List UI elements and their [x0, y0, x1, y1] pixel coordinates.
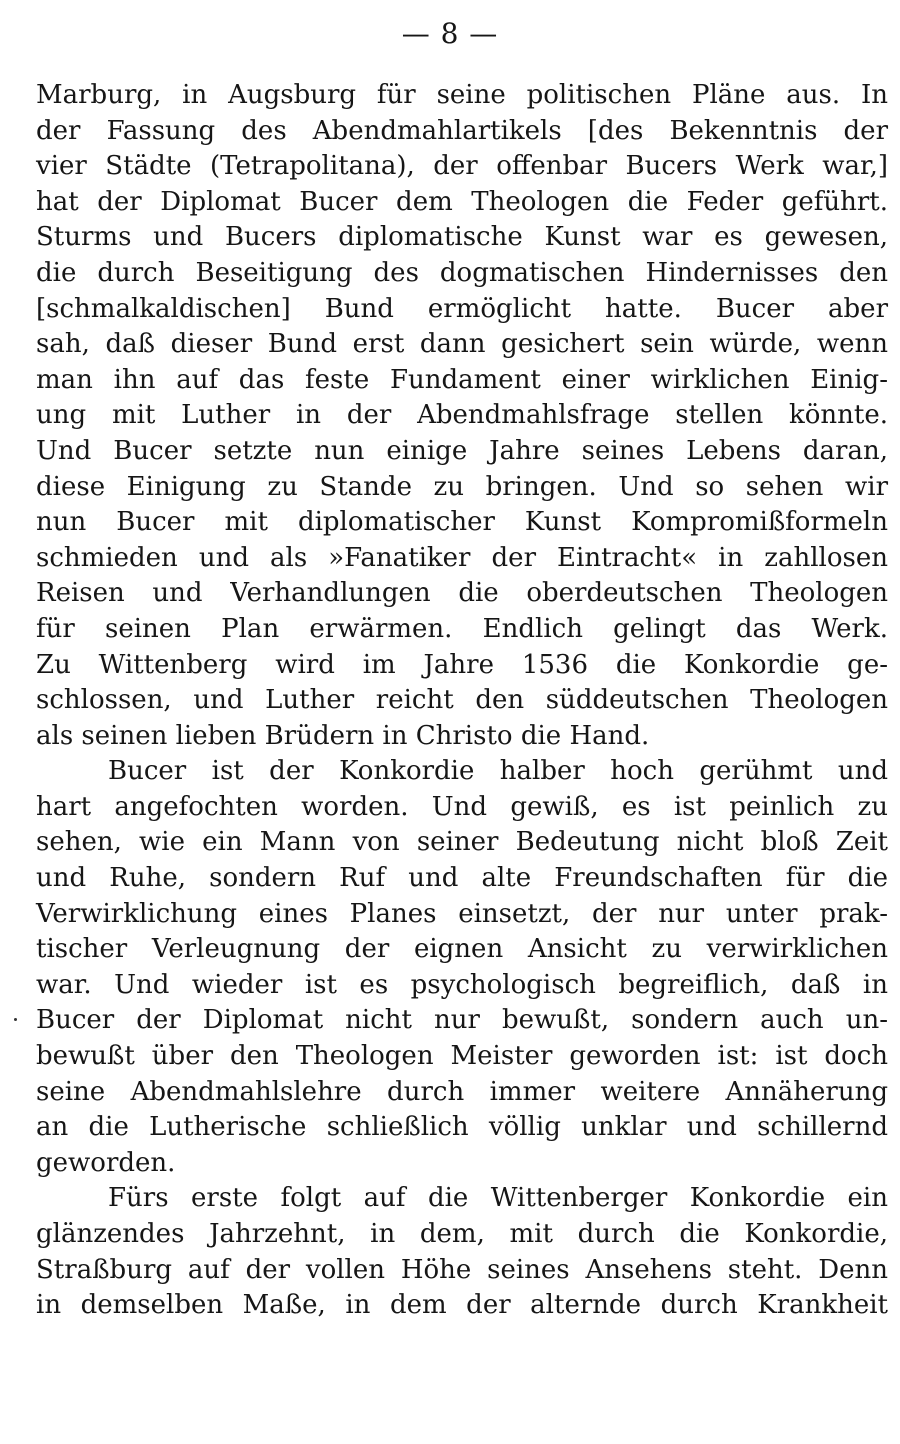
text-line: Zu Wittenberg wird im Jahre 1536 die Konkordie ge-: [36, 649, 888, 680]
text-line: Und Bucer setzte nun einige Jahre seines Lebens daran,: [36, 435, 888, 466]
text-line: Bucer der Diplomat nicht nur bewußt, sondern auch un-: [36, 1005, 888, 1036]
text-line: an die Lutherische schließlich völlig unklar und schillernd: [36, 1112, 888, 1143]
text-line: war. Und wieder ist es psychologisch begreiflich, daß in: [36, 969, 888, 1000]
text-line: Straßburg auf der vollen Höhe seines Ansehens steht. Denn: [36, 1254, 888, 1285]
body-text: [36, 78, 888, 1324]
text-line: für seinen Plan erwärmen. Endlich gelingt das Werk.: [36, 613, 888, 644]
text-line: nun Bucer mit diplomatischer Kunst Kompromißformeln: [36, 507, 888, 538]
text-line: Marburg, in Augsburg für seine politischen Pläne aus. In: [36, 80, 888, 110]
text-line: ung mit Luther in der Abendmahlsfrage stellen könnte.: [36, 400, 888, 431]
text-line: man ihn auf das feste Fundament einer wirklichen Einig-: [36, 364, 888, 395]
text-line: glänzendes Jahrzehnt, in dem, mit durch die Konkordie,: [36, 1219, 888, 1249]
text-line: Sturms und Bucers diplomatische Kunst war es gewesen,: [36, 222, 888, 253]
text-line: hart angefochten worden. Und gewiß, es ist peinlich zu: [36, 791, 888, 822]
text-line: Fürs erste folgt auf die Wittenberger Konkordie ein: [108, 1183, 888, 1214]
text-line: bewußt über den Theologen Meister geworden ist: ist doch: [36, 1041, 888, 1072]
text-line: sah, daß dieser Bund erst dann gesichert sein würde, wenn: [36, 329, 888, 360]
text-line: der Fassung des Abendmahlartikels [des Bekenntnis der: [36, 115, 888, 146]
text-line: [schmalkaldischen] Bund ermöglicht hatte. Bucer aber: [36, 293, 888, 324]
text-line: sehen, wie ein Mann von seiner Bedeutung nicht bloß Zeit: [36, 827, 888, 858]
text-line: Bucer ist der Konkordie halber hoch gerühmt und: [108, 756, 888, 787]
text-line: hat der Diplomat Bucer dem Theologen die Feder geführt.: [36, 186, 888, 217]
text-line: Verwirklichung eines Planes einsetzt, der nur unter prak-: [36, 898, 888, 929]
text-line: tischer Verleugnung der eignen Ansicht zu verwirklichen: [36, 934, 888, 965]
text-line: vier Städte (Tetrapolitana), der offenbar Bucers Werk war,]: [36, 151, 888, 182]
text-line: schmieden und als »Fanatiker der Eintracht« in zahllosen: [36, 542, 888, 573]
text-line: diese Einigung zu Stande zu bringen. Und so sehen wir: [36, 471, 888, 502]
text-line: geworden.: [36, 1147, 176, 1178]
text-line: schlossen, und Luther reicht den süddeutschen Theologen: [36, 685, 888, 716]
page-number: — 8 —: [401, 17, 499, 50]
text-line: als seinen lieben Brüdern in Christo die Hand.: [36, 720, 650, 751]
margin-mark: [14, 1018, 17, 1021]
text-line: in demselben Maße, in dem der alternde durch Krankheit: [36, 1290, 888, 1321]
text-line: Reisen und Verhandlungen die oberdeutschen Theologen: [36, 578, 888, 609]
text-line: und Ruhe, sondern Ruf und alte Freundschaften für die: [36, 863, 888, 894]
text-line: die durch Beseitigung des dogmatischen Hindernisses den: [36, 257, 888, 288]
text-line: seine Abendmahlslehre durch immer weitere Annäherung: [36, 1076, 888, 1107]
